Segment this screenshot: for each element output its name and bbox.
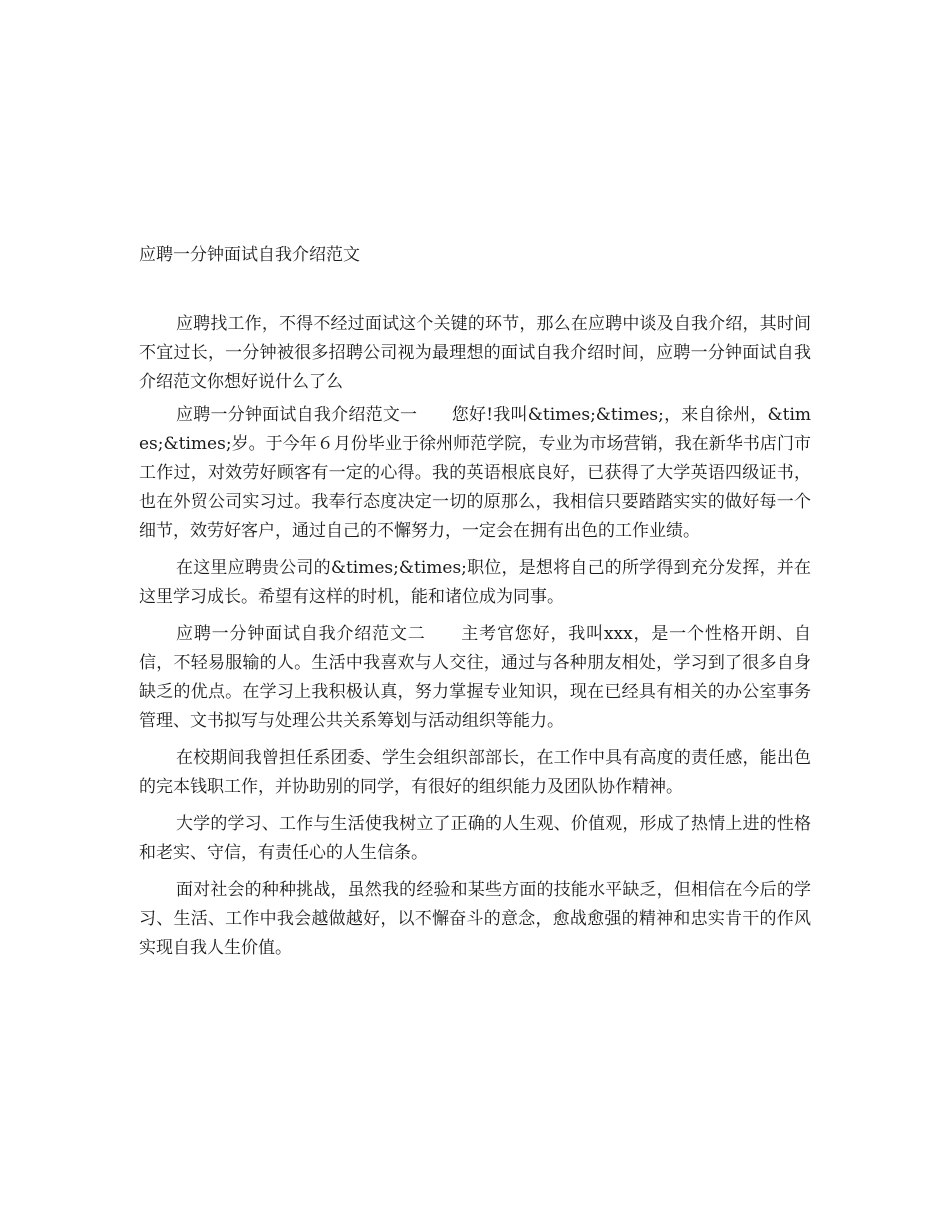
paragraph-closing: 面对社会的种种挑战，虽然我的经验和某些方面的技能水平缺乏，但相信在今后的学习、生活、工作中我会越做越好，以不懈奋斗的意念，愈战愈强的精神和忠实肯干的作风实现自我人生价值。 xyxy=(139,880,811,958)
paragraph-campus-experience: 在校期间我曾担任系团委、学生会组织部部长，在工作中具有高度的责任感，能出色的完本钱职工作，并协助别的同学，有很好的组织能力及团队协作精神。 xyxy=(139,748,811,797)
document-title: 应聘一分钟面试自我介绍范文 xyxy=(139,245,360,265)
paragraph-sample-one: 应聘一分钟面试自我介绍范文一 您好!我叫&times;&times;，来自徐州，&times;&times;岁。于今年６月份毕业于徐州师范学院，专业为市场营销，我在新华书店门市工作过，对效劳好顾客有一定的心得。我的英语根底良好，已获得了大学英语四级证书，也在外贸公司实习过。我奉行态度决定一切的原那么，我相信只要踏踏实实的做好每一个细节，效劳好客户，通过自己的不懈努力，一定会在拥有出色的工作业绩。 xyxy=(139,405,811,541)
paragraph-values: 大学的学习、工作与生活使我树立了正确的人生观、价值观，形成了热情上进的性格和老实、守信，有责任心的人生信条。 xyxy=(139,814,811,863)
paragraph-sample-two: 应聘一分钟面试自我介绍范文二 主考官您好，我叫xxx，是一个性格开朗、自信，不轻易服输的人。生活中我喜欢与人交往，通过与各种朋友相处，学习到了很多自身缺乏的优点。在学习上我积极认真，努力掌握专业知识，现在已经具有相关的办公室事务管理、文书拟写与处理公共关系筹划与活动组织等能力。 xyxy=(139,624,811,731)
document-body xyxy=(139,310,811,971)
paragraph-intro: 应聘找工作，不得不经过面试这个关键的环节，那么在应聘中谈及自我介绍，其时间不宜过长，一分钟被很多招聘公司视为最理想的面试自我介绍时间，应聘一分钟面试自我介绍范文你想好说什么了么 xyxy=(139,314,811,392)
paragraph-sample-one-closing: 在这里应聘贵公司的&times;&times;职位，是想将自己的所学得到充分发挥，并在这里学习成长。希望有这样的时机，能和诸位成为同事。 xyxy=(139,558,811,607)
